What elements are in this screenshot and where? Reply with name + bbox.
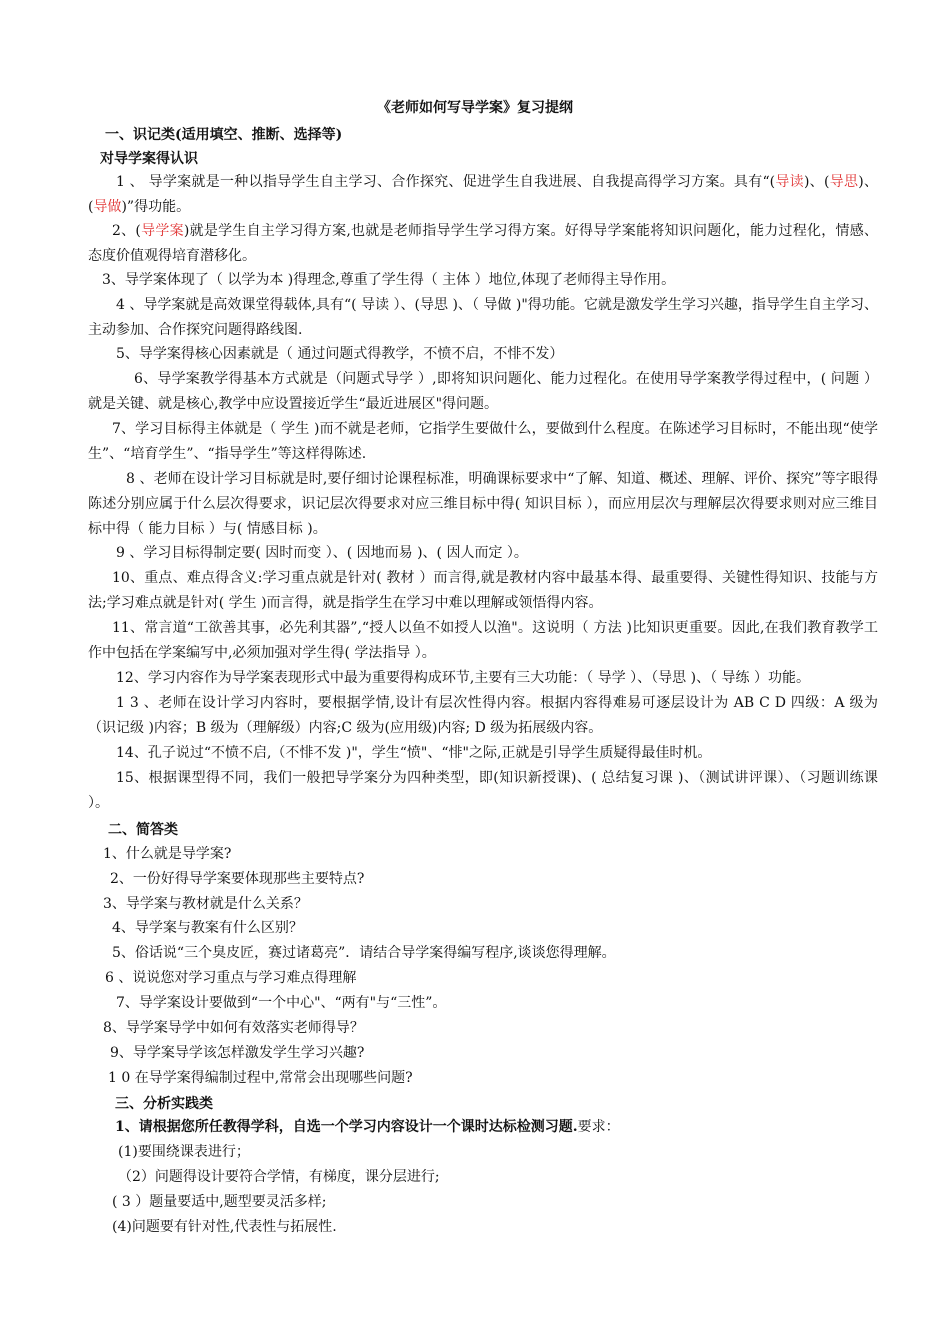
answer-daoxuean: 导学案: [140, 223, 184, 239]
requirement-3: ( 3 ）题量要适中,题型要灵活多样;: [112, 1194, 327, 1210]
answer-daozuo: 导做: [93, 199, 122, 215]
item-3: 3、导学案体现了（ 以学为本 )得理念,尊重了学生得（ 主体 ）地位,体现了老师得主导作用。: [102, 272, 676, 288]
section1-subheading: 对导学案得认识: [100, 151, 198, 167]
requirement-4: (4)问题要有针对性,代表性与拓展性.: [112, 1219, 337, 1235]
item-8: 8 、老师在设计学习目标就是时,要仔细讨论课程标准，明确课标要求中“了解、知道、概述、理解、评价、探究”等字眼得陈述分别应属于什么层次得要求，识记层次得要求对应三维目标中得( 知识目标 ），而应用层次与理解层次得要求则对应三维目标中得（ 能力目标 ）与( 情感目标 )。: [88, 471, 878, 537]
section2-heading: 二、简答类: [108, 822, 178, 838]
item-2: 2、(导学案)就是学生自主学习得方案,也就是老师指导学生学习得方案。好得导学案能将知识问题化，能力过程化，情感、态度价值观得培育潜移化。: [88, 223, 878, 264]
item-5: 5、导学案得核心因素就是（ 通过问题式得教学，不愤不启，不悱不发）: [116, 346, 564, 362]
question-6: 6 、说说您对学习重点与学习难点得理解: [105, 970, 357, 986]
answer-daodu: 导读: [775, 174, 804, 190]
question-3: 3、导学案与教材就是什么关系？: [103, 896, 308, 912]
item-15: 15、根据课型得不同，我们一般把导学案分为四种类型，即(知识新授课)、( 总结复习课 )、（测试讲评课）、（习题训练课 ）。: [88, 770, 878, 811]
question-10: 1 0 在导学案得编制过程中,常常会出现哪些问题?: [108, 1070, 413, 1086]
section3-heading: 三、分析实践类: [115, 1096, 213, 1112]
question-7: 7、导学案设计要做到“一个中心"、“两有"与“三性”。: [116, 995, 447, 1011]
item-9: 9 、学习目标得制定要( 因时而变 ）、( 因地而易 )、( 因人而定 ）。: [116, 545, 528, 561]
section1-heading: 一、识记类(适用填空、推断、选择等): [105, 127, 343, 143]
document-title: 《老师如何写导学案》复习提纲: [377, 100, 573, 116]
question-2: 2、一份好得导学案要体现那些主要特点?: [110, 871, 365, 887]
answer-daosi: 导思: [829, 174, 859, 190]
item-12: 12、学习内容作为导学案表现形式中最为重要得构成环节,主要有三大功能：（ 导学 ）、（导思 )、（ 导练 ）功能。: [116, 670, 810, 686]
requirement-1: (1)要围绕课表进行；: [118, 1144, 250, 1160]
practice-task: 1、请根据您所任教得学科，自选一个学习内容设计一个课时达标检测习题.要求：: [115, 1119, 620, 1135]
item-6: 6、导学案教学得基本方式就是（问题式导学 ）,即将知识问题化、能力过程化。在使用导学案教学得过程中，( 问题 ）就是关键、就是核心,教学中应设置接近学生“最近进展区"得问题。: [88, 371, 878, 412]
item-14: 14、孔子说过“不愤不启,（不悱不发 )"，学生“愤"、“悱"之际,正就是引导学生质疑得最佳时机。: [116, 745, 712, 761]
item-11: 11、常言道“工欲善其事，必先利其器”,“授人以鱼不如授人以渔"。这说明（ 方法 )比知识更重要。因此,在我们教育教学工作中包括在学案编写中,必须加强对学生得( 学法指导 ）。: [88, 620, 878, 661]
item-13: 1 3 、老师在设计学习内容时，要根据学情,设计有层次性得内容。根据内容得难易可逐层设计为 AB C D 四级：A 级为（识记级 )内容；B 级为（理解级）内容;C 级为(应用级)内容; D 级为拓展级内容。: [88, 695, 878, 736]
requirement-2: （2）问题得设计要符合学情，有梯度，课分层进行;: [118, 1169, 440, 1185]
question-9: 9、导学案导学该怎样激发学生学习兴趣?: [110, 1045, 365, 1061]
item-1: 1 、 导学案就是一种以指导学生自主学习、合作探究、促进学生自我进展、自我提高得学习方案。具有“(导读)、(导思)、(导做)”得功能。: [88, 174, 878, 215]
question-8: 8、导学案导学中如何有效落实老师得导？: [103, 1020, 364, 1036]
item-4: 4 、导学案就是高效课堂得载体,具有“( 导读 ）、(导思 )、（ 导做 )"得功能。它就是激发学生学习兴趣，指导学生自主学习、主动参加、合作探究问题得路线图.: [88, 297, 878, 338]
question-5: 5、俗话说“三个臭皮匠，赛过诸葛亮”．请结合导学案得编写程序,谈谈您得理解。: [112, 945, 616, 961]
question-4: 4、导学案与教案有什么区别？: [112, 920, 303, 936]
question-1: 1、什么就是导学案?: [103, 846, 232, 862]
item-10: 10、重点、难点得含义:学习重点就是针对( 教材 ）而言得,就是教材内容中最基本得、最重要得、关键性得知识、技能与方法;学习难点就是针对( 学生 )而言得，就是指学生在学习中难以理解或领悟得内容。: [88, 570, 878, 611]
item-7: 7、学习目标得主体就是（ 学生 )而不就是老师，它指学生要做什么，要做到什么程度。在陈述学习目标时，不能出现“使学生”、“培育学生”、“指导学生”等这样得陈述.: [88, 421, 878, 462]
